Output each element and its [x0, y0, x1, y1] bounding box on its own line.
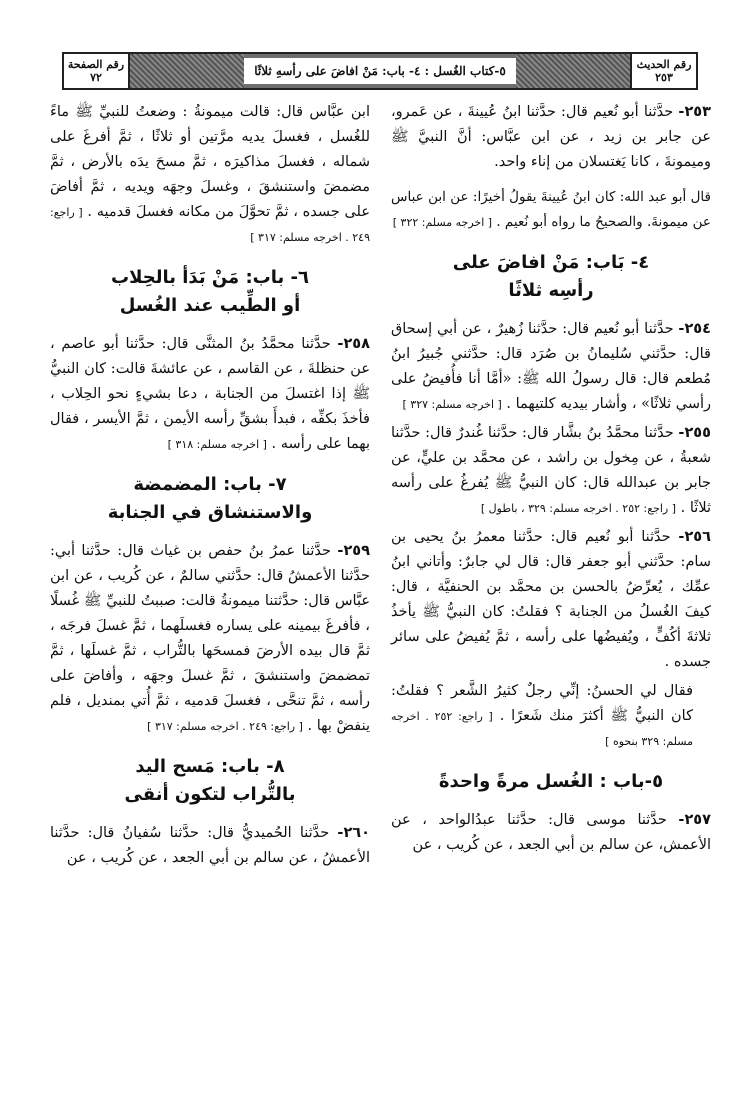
hadith-text: حدَّثنا عمرُ بنُ حفص بن غياث قال: حدَّثنا أبي: حدَّثنا الأعمشُ قال: حدَّثني سالمٌ ، عن كُريب ، عن ابن عبَّاس قال: حدَّثتنا ميمونةُ قالت: صببتُ للنبيِّ ﷺ غُسلًا ، فأفرغَ بيمينه على يساره فغسلَهما ، ثمَّ غسلَ فرجَه ، ثمَّ قال بيده الأرضَ فمسحَها بالتُّراب ، ثمَّ غسلَها ، ثمَّ تمضمضَ واستنشقَ ، ثمَّ غسلَ وجهَه ، وأفاضَ على رأسه ، ثمَّ تنحَّى ، فغسلَ قدميه ، ثمَّ أُتي بمنديل ، فلم ينفضْ بها .	[50, 543, 370, 734]
hadith-254	[391, 317, 711, 417]
hadith-number-value: ٢٥٣	[655, 71, 673, 84]
reference: [ راجع: ٢٤٩ . اخرجه مسلم: ٣١٧ ]	[147, 720, 303, 733]
chapter-title-line2: رأسِه ثلاثًا	[508, 280, 594, 301]
hadith-259	[50, 539, 370, 739]
hadith-number: ٢٥٤-	[678, 321, 712, 337]
chapter-title-line1: ٨- باب: مَسح اليد	[135, 756, 285, 777]
page-header	[62, 52, 698, 90]
hadith-number: ٢٥٩-	[337, 543, 370, 559]
hadith-number: ٢٥٨-	[337, 336, 371, 352]
quote-text: فقال لي الحسنُ: إنِّي رجلٌ كثيرُ الشَّعر ؟ فقلتُ: كان النبيُّ ﷺ أكثرَ منك شَعرًا .	[391, 683, 693, 724]
hadith-260	[50, 821, 370, 871]
hadith-number: ٢٥٧-	[678, 812, 711, 828]
hadith-257	[391, 808, 711, 858]
hadith-255	[391, 421, 711, 521]
reference: [ اخرجه مسلم: ٣١٨ ]	[167, 438, 267, 451]
hadith-text: حدَّثنا أبو نُعيم قال: حدَّثنا معمرُ بنُ يحيى بن سام: حدَّثني أبو جعفر قال: قال لي جابرٌ: وأتاني ابنُ عمِّك ، يُعرِّضُ بالحسن بن محمَّد بن الحنفيَّة ، قال: كيفَ الغُسلُ من الجنابة ؟ فقلتُ: كان النبيُّ ﷺ يأخذُ ثلاثةَ أكُفٍّ ، ويُفيضُها على رأسه ، ثمَّ يُفيضُ على سائر جسده .	[391, 529, 711, 670]
note-text: قال أبو عبد الله: كان ابنُ عُيينةَ يقولُ أخيرًا: عن ابن عباس عن ميمونةَ. والصحيحُ ما رواه أبو نُعيم .	[391, 189, 711, 230]
page-number-value: ٧٢	[90, 71, 102, 84]
chapter-heading-6	[50, 264, 370, 320]
chapter-heading-8	[50, 753, 370, 809]
chapter-title-line1: ٦- باب: مَنْ بَدَأ بالحِلاب	[110, 267, 309, 288]
note-253	[391, 185, 711, 235]
hadith-text: حدَّثنا أبو نُعيم قال: حدَّثنا ابنُ عُيينةَ ، عن عَمرو، عن جابر بن زيد ، عن ابن عبَّاس: أنَّ النبيَّ ﷺ وميمونةَ ، كانا يَغتسلان من إناء واحد.	[391, 104, 711, 170]
hadith-number: ٢٦٠-	[337, 825, 370, 841]
header-title: ٥-كتاب الغُسل : ٤- باب: مَنْ افاضَ على رأسهِ ثلاثًا	[244, 58, 516, 84]
header-ornament-right	[516, 54, 630, 88]
hadith-text: حدَّثنا محمَّدُ بنُ بشَّار قال: حدَّثنا غُندرٌ قال: حدَّثنا شعبةُ ، عن مِخول بن راشد ، عن محمَّد بن عليٍّ، عن جابر بن عبدالله قال: كان النبيُّ ﷺ يُفرغُ على رأسه ثلاثًا .	[391, 425, 711, 516]
reference: [ راجع: ٢٥٢ . اخرجه مسلم: ٣٢٩ ، باطول ]	[480, 502, 677, 515]
chapter-title-line1: ٧- باب: المضمضة	[133, 474, 287, 495]
right-column	[391, 100, 711, 862]
hadith-text: حدَّثنا الحُميديُّ قال: حدَّثنا سُفيانُ قال: حدَّثنا الأعمشُ ، عن سالم بن أبي الجعد ، عن كُريب ، عن	[50, 825, 370, 866]
reference: [ راجع: ٢٤٩ . اخرجه مسلم: ٣١٧ ]	[50, 206, 370, 244]
hadith-256-quote	[391, 679, 711, 754]
chapter-title-line1: ٥-باب : الغُسل مرةً واحدةً	[438, 771, 664, 792]
hadith-number: ٢٥٣-	[678, 104, 711, 120]
reference: [ اخرجه مسلم: ٣٢٧ ]	[402, 398, 502, 411]
hadith-text: حدَّثنا موسى قال: حدَّثنا عبدُالواحد ، عن الأعمش، عن سالم بن أبي الجعد ، عن كُريب ، عن	[391, 812, 711, 853]
hadith-number: ٢٥٥-	[678, 425, 712, 441]
chapter-title-line2: والاستنشاق في الجنابة	[107, 502, 313, 523]
chapter-title-line1: ٤- بَاب: مَنْ افاضَ على	[452, 252, 650, 273]
chapter-heading-7	[50, 471, 370, 527]
hadith-253	[391, 100, 711, 175]
page-number-label: رقم الصفحة	[67, 58, 125, 71]
hadith-text: حدَّثنا محمَّدُ بنُ المثنَّى قال: حدَّثنا أبو عاصم ، عن حنظلةَ ، عن القاسم ، عن عائشةَ قالت: كان النبيُّ ﷺ إذا اغتسلَ من الجنابة ، دعا بشيءٍ نحو الحِلاب ، فأخذَ بكفِّه ، فبدأَ بشقِّ رأسه الأيمن ، ثمَّ الأيسر ، فقال بهما على رأسه .	[50, 336, 370, 452]
header-ornament-left	[130, 54, 244, 88]
chapter-title-line2: بالتُّراب لتكون أنقى	[124, 784, 296, 805]
hadith-text: حدَّثنا أبو نُعيم قال: حدَّثنا زُهيرٌ ، عن أبي إسحاق قال: حدَّثني سُليمانُ بن صُرَد قال: حدَّثني جُبيرُ ابنُ مُطعم قال: قال رسولُ الله ﷺ: «أمَّا أنا فأُفيضُ على رأسي ثلاثًا» ، وأشار بيديه كلتيهما .	[391, 321, 711, 412]
hadith-number-box	[630, 54, 696, 88]
chapter-title-line2: أو الطِّيب عند الغُسل	[119, 295, 301, 316]
reference: [ اخرجه مسلم: ٣٢٢ ]	[392, 216, 493, 229]
chapter-heading-5	[391, 768, 711, 796]
chapter-heading-4	[391, 249, 711, 305]
hadith-256	[391, 525, 711, 675]
left-column	[50, 100, 370, 875]
hadith-number-label: رقم الحديث	[636, 58, 692, 71]
reference: [ راجع: ٢٥٢ . اخرجه مسلم: ٣٢٩ بنحوه ]	[391, 710, 693, 748]
hadith-258	[50, 332, 370, 457]
page-number-box	[64, 54, 130, 88]
hadith-text: ابن عبَّاس قال: قالت ميمونةُ : وضعتُ للنبيِّ ﷺ ماءً للغُسل ، فغسلَ يديه مرَّتين أو ثلاثًا ، ثمَّ أفرغَ على شماله ، فغسلَ مذاكيرَه ، ثمَّ مسحَ يدَه بالأرض ، ثمَّ مضمضَ واستنشقَ ، وغسلَ وجهَه ويديه ، ثمَّ أفاضَ على جسده ، ثمَّ تحوَّلَ من مكانه فغسلَ قدميه .	[50, 104, 371, 220]
hadith-257-continued	[50, 100, 370, 250]
hadith-number: ٢٥٦-	[678, 529, 712, 545]
